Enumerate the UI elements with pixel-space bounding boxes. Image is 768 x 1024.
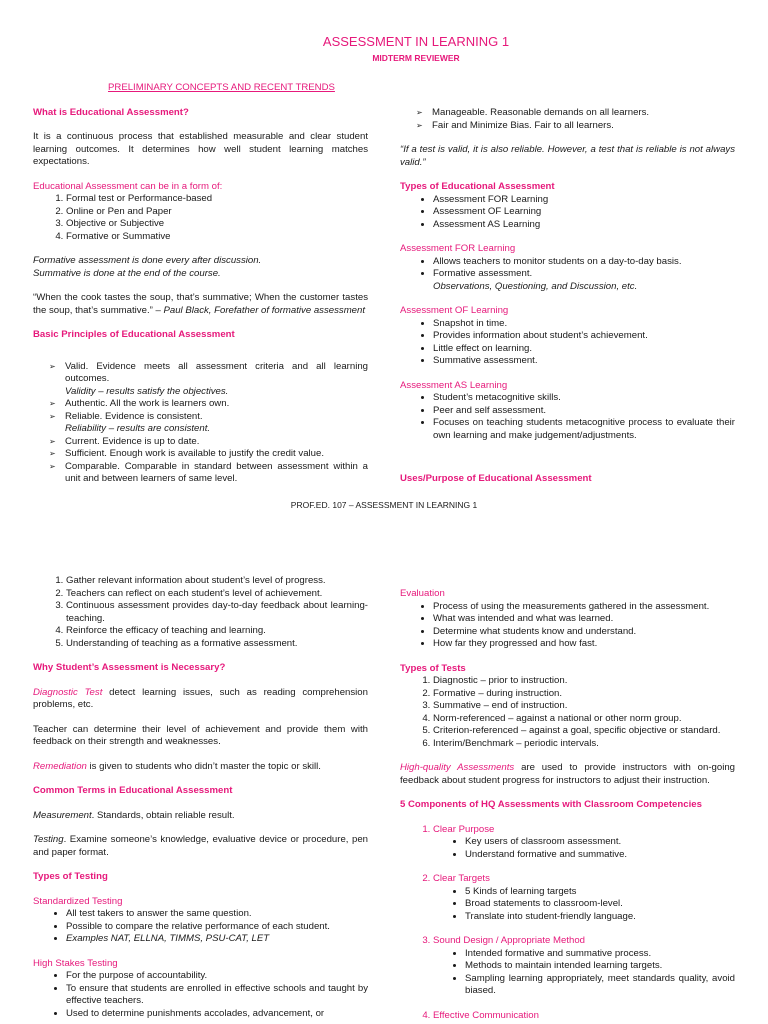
hq-text: are used to provide instructors with on-going feedback about student progress for instructors to adjust their instruction. <box>400 762 736 786</box>
testing-text: . Examine someone’s knowledge, evaluative device or procedure, pen and paper format. <box>33 834 368 858</box>
teacher-para: Teacher can determine their level of achievement and provide them with feedback on their strength and weaknesses. <box>33 723 368 747</box>
remediation-term: Remediation <box>33 760 87 772</box>
list-item <box>433 824 735 874</box>
quote-text: “When the cook tastes the soup, that’s summative; When the customer tastes the soup, that’s summative.” – <box>33 292 368 316</box>
list-item: 5. Understanding of teaching as a formative assessment. <box>66 638 368 651</box>
hq-term: High-quality Assessments <box>400 762 515 773</box>
component-sublist <box>433 948 735 998</box>
hq-para <box>400 762 735 787</box>
cook-quote <box>33 292 368 317</box>
principle-text: Reliable. Evidence is consistent. <box>65 410 203 422</box>
list-item: 3. Continuous assessment provides day-to-day feedback about learning-teaching. <box>66 600 368 625</box>
for-learning-list <box>400 256 735 281</box>
assessment-definition: It is a continuous process that established measurable and clear student learning outcomes. It determines how well student learning matches expectations. <box>33 131 368 167</box>
components-list <box>400 824 735 1023</box>
heading-why-necessary: Why Student’s Assessment is Necessary? <box>33 662 226 673</box>
page-footer: PROF.ED. 107 – ASSESSMENT IN LEARNING 1 <box>290 500 478 510</box>
list-item: • Formative assessment. <box>433 268 735 281</box>
principle-note: Reliability – results are consistent. <box>65 423 211 434</box>
for-learning-note: Observations, Questioning, and Discussion, etc. <box>433 280 638 292</box>
p1-right-column <box>400 107 735 486</box>
list-item: 4. Formative or Summative <box>66 231 368 244</box>
heading-common-terms: Common Terms in Educational Assessment <box>33 785 233 796</box>
component-title: Clear Purpose <box>433 823 495 835</box>
component-sublist <box>433 886 735 924</box>
list-item: • Methods to maintain intended learning targets. <box>465 960 735 973</box>
list-item: • Understand formative and summative. <box>465 849 735 862</box>
component-sublist <box>433 836 735 861</box>
list-item <box>65 411 368 436</box>
list-item: • Process of using the measurements gathered in the assessment. <box>433 601 735 614</box>
heading-evaluation: Evaluation <box>400 588 445 599</box>
list-item: 1. Diagnostic – prior to instruction. <box>433 675 735 688</box>
list-item: • Determine what students know and understand. <box>433 626 735 639</box>
measurement-para <box>33 810 368 823</box>
principle-text: Valid. Evidence meets all assessment criteria and all learning outcomes. <box>65 360 368 384</box>
list-item: • Possible to compare the relative performance of each student. <box>66 921 368 934</box>
list-item: ➢ Fair and Minimize Bias. Fair to all learners. <box>432 120 735 133</box>
list-item: 4. Norm-referenced – against a national or other norm group. <box>433 713 735 726</box>
list-item: 6. Interim/Benchmark – periodic intervals. <box>433 738 735 751</box>
document-subtitle: MIDTERM REVIEWER <box>372 53 460 63</box>
principles-list <box>33 361 368 486</box>
measurement-text: . Standards, obtain reliable result. <box>91 809 235 821</box>
component-title: Clear Targets <box>433 873 490 884</box>
validity-quote: “If a test is valid, it is also reliable. However, a test that is reliable is not always valid.” <box>400 144 735 168</box>
list-item: • Peer and self assessment. <box>433 405 735 418</box>
list-item: • Used to determine punishments accolades, advancement, or <box>66 1008 368 1021</box>
list-item: • What was intended and what was learned. <box>433 613 735 626</box>
heading-types-tests: Types of Tests <box>400 662 466 674</box>
testing-para <box>33 834 368 859</box>
list-item: • Examples NAT, ELLNA, TIMMS, PSU-CAT, LET <box>66 933 368 946</box>
diagnostic-para <box>33 687 368 712</box>
uses-list <box>33 575 368 650</box>
tests-list <box>400 675 735 750</box>
list-item: • Student’s metacognitive skills. <box>433 392 735 405</box>
list-item: ➢ Comparable. Comparable in standard between assessment within a unit and between learners of same level. <box>65 461 368 486</box>
of-learning-list <box>400 318 735 368</box>
heading-for-learning: Assessment FOR Learning <box>400 243 516 254</box>
quote-author: Paul Black, Forefather of formative assessment <box>163 304 366 316</box>
list-item: • Provides information about student’s achievement. <box>433 330 735 343</box>
list-item: • Summative assessment. <box>433 355 735 368</box>
list-item: • Little effect on learning. <box>433 343 735 356</box>
list-item: • To ensure that students are enrolled in effective schools and taught by effective teachers. <box>66 983 368 1008</box>
list-item: • For the purpose of accountability. <box>66 970 368 983</box>
formative-note: Formative assessment is done every after discussion. <box>33 255 262 266</box>
list-item: ➢ Authentic. All the work is learners own. <box>65 398 368 411</box>
list-item <box>433 873 735 935</box>
heading-basic-principles: Basic Principles of Educational Assessment <box>33 329 235 340</box>
list-item: • Allows teachers to monitor students on a day-to-day basis. <box>433 256 735 269</box>
list-item: • Assessment OF Learning <box>433 206 735 219</box>
heading-high-stakes: High Stakes Testing <box>33 957 118 969</box>
high-stakes-list <box>33 970 368 1020</box>
section-title: PRELIMINARY CONCEPTS AND RECENT TRENDS <box>108 82 335 93</box>
list-item: • How far they progressed and how fast. <box>433 638 735 651</box>
list-item: • Assessment FOR Learning <box>433 194 735 207</box>
heading-types-assessment: Types of Educational Assessment <box>400 181 555 192</box>
list-item: 3. Objective or Subjective <box>66 218 368 231</box>
heading-as-learning: Assessment AS Learning <box>400 379 508 391</box>
list-item: • Intended formative and summative process. <box>465 948 735 961</box>
list-item: 2. Teachers can reflect on each student’s level of achievement. <box>66 588 368 601</box>
heading-standardized: Standardized Testing <box>33 895 123 907</box>
list-item: ➢ Sufficient. Enough work is available to justify the credit value. <box>65 448 368 461</box>
p1-left-column <box>33 82 368 486</box>
testing-term: Testing <box>33 834 64 845</box>
list-item <box>433 935 735 1010</box>
heading-5-components: 5 Components of HQ Assessments with Classroom Competencies <box>400 799 702 810</box>
heading-uses-purpose: Uses/Purpose of Educational Assessment <box>400 473 592 484</box>
list-item: 2. Formative – during instruction. <box>433 688 735 701</box>
heading-types-testing: Types of Testing <box>33 871 108 882</box>
p2-left-column <box>33 575 368 1020</box>
list-item: • All test takers to answer the same question. <box>66 908 368 921</box>
list-item: 2. Online or Pen and Paper <box>66 206 368 219</box>
heading-of-learning: Assessment OF Learning <box>400 305 509 316</box>
evaluation-list <box>400 601 735 651</box>
list-item: • Key users of classroom assessment. <box>465 836 735 849</box>
component-title: Sound Design / Appropriate Method <box>433 935 586 946</box>
document-title: ASSESSMENT IN LEARNING 1 <box>322 34 510 49</box>
remediation-para <box>33 761 368 774</box>
component-title: Effective Communication <box>433 1009 539 1021</box>
list-item: 5. Criterion-referenced – against a goal, specific objective or standard. <box>433 725 735 738</box>
list-item: ➢ Current. Evidence is up to date. <box>65 436 368 449</box>
list-item: • Translate into student-friendly language. <box>465 911 735 924</box>
forms-list <box>33 193 368 243</box>
diagnostic-term: Diagnostic Test <box>33 686 103 698</box>
list-item: 4. Reinforce the efficacy of teaching and learning. <box>66 625 368 638</box>
list-item: • Assessment AS Learning <box>433 219 735 232</box>
list-item: 1. Gather relevant information about student’s level of progress. <box>66 575 368 588</box>
summative-note: Summative is done at the end of the course. <box>33 267 221 279</box>
list-item <box>433 1010 735 1023</box>
standardized-list <box>33 908 368 946</box>
types-list <box>400 194 735 232</box>
principle-note: Validity – results satisfy the objectives. <box>65 385 229 397</box>
list-item <box>65 361 368 399</box>
list-item: • Broad statements to classroom-level. <box>465 898 735 911</box>
list-item: • Snapshot in time. <box>433 318 735 331</box>
as-learning-list <box>400 392 735 442</box>
forms-intro: Educational Assessment can be in a form of: <box>33 180 223 192</box>
p2-right-column <box>400 588 735 1022</box>
list-item: ➢ Manageable. Reasonable demands on all learners. <box>432 107 735 120</box>
remediation-text: is given to students who didn’t master the topic or skill. <box>86 760 321 772</box>
principles-continued-list <box>400 107 735 132</box>
diagnostic-text: detect learning issues, such as reading comprehension problems, etc. <box>33 686 368 710</box>
list-item: • Sampling learning appropriately, meet standards quality, avoid biased. <box>465 973 735 998</box>
heading-what-is-assessment: What is Educational Assessment? <box>33 106 189 118</box>
list-item: • Focuses on teaching students metacognitive process to evaluate their own learning and make judgement/adjustments. <box>433 417 735 442</box>
list-item: 3. Summative – end of instruction. <box>433 700 735 713</box>
measurement-term: Measurement <box>33 809 92 821</box>
list-item: 1. Formal test or Performance-based <box>66 193 368 206</box>
list-item: • 5 Kinds of learning targets <box>465 886 735 899</box>
